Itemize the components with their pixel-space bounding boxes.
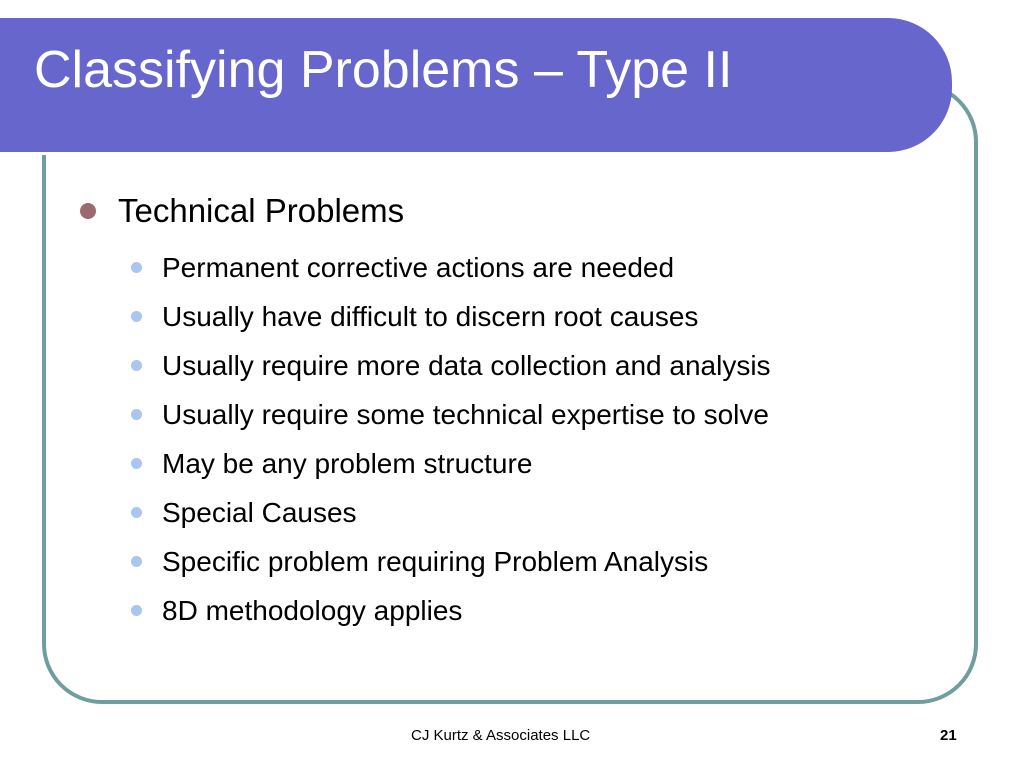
sub-bullet-dot-icon (131, 605, 142, 616)
sub-bullet-text: Specific problem requiring Problem Analysis (162, 545, 709, 577)
sub-bullet-text: Usually require more data collection and analysis (162, 349, 771, 381)
page-number: 21 (940, 727, 957, 744)
sub-bullet (131, 439, 771, 488)
footer-company: CJ Kurtz & Associates LLC (411, 727, 591, 744)
main-bullet-dot-icon (80, 203, 96, 219)
main-bullet-text: Technical Problems (118, 192, 405, 229)
sub-bullet-text: Usually have difficult to discern root causes (162, 300, 699, 332)
title-underline (0, 152, 906, 155)
sub-bullet-dot-icon (131, 458, 142, 469)
sub-bullet-dot-icon (131, 262, 142, 273)
sub-bullet-text: 8D methodology applies (162, 594, 463, 626)
sub-bullet-text: Special Causes (162, 496, 357, 528)
sub-bullet-dot-icon (131, 556, 142, 567)
sub-bullet-dot-icon (131, 409, 142, 420)
sub-bullet (131, 488, 771, 537)
sub-bullet-text: May be any problem structure (162, 447, 533, 479)
sub-bullet-dot-icon (131, 507, 142, 518)
sub-bullet-list (131, 243, 771, 635)
main-bullet (80, 192, 404, 230)
sub-bullet-text: Permanent corrective actions are needed (162, 251, 675, 283)
sub-bullet (131, 586, 771, 635)
sub-bullet-dot-icon (131, 311, 142, 322)
slide-title: Classifying Problems – Type II (34, 41, 733, 99)
sub-bullet (131, 537, 771, 586)
sub-bullet (131, 341, 771, 390)
sub-bullet (131, 243, 771, 292)
sub-bullet (131, 292, 771, 341)
sub-bullet-dot-icon (131, 360, 142, 371)
sub-bullet-text: Usually require some technical expertise to solve (162, 398, 769, 430)
footer (0, 727, 1024, 747)
sub-bullet (131, 390, 771, 439)
